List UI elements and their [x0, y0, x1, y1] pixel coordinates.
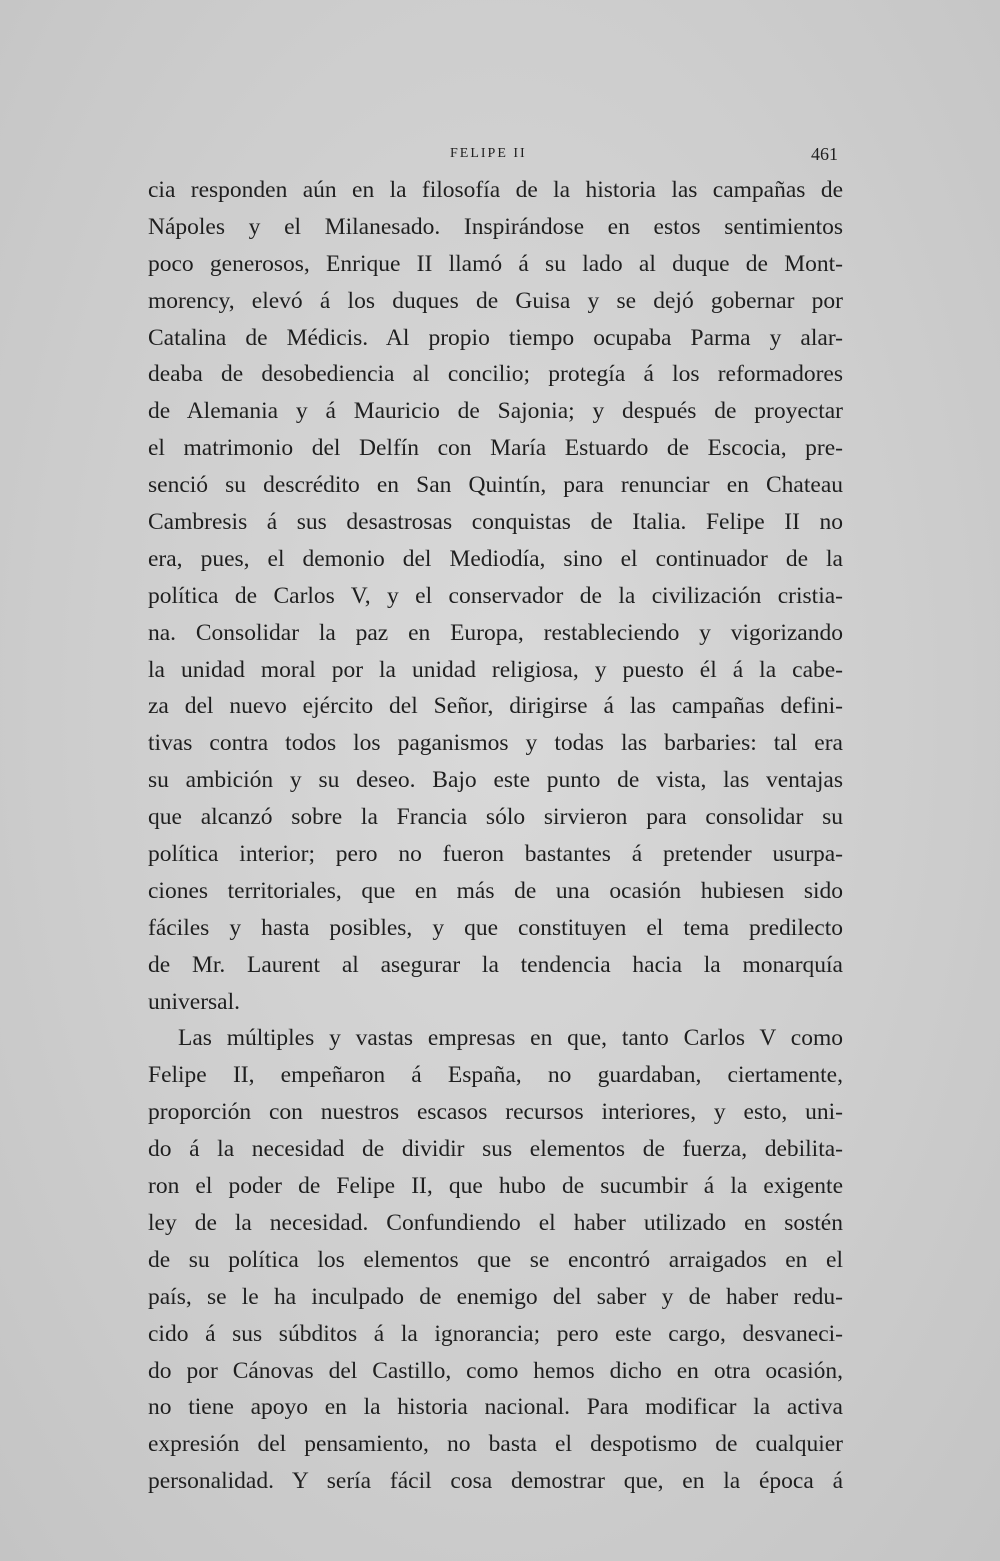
text-line: Catalina de Médicis. Al propio tiempo ocupaba Parma y alar-: [148, 324, 843, 351]
text-line: política de Carlos V, y el conservador de la civilización cristia-: [148, 582, 843, 609]
text-line: cia responden aún en la filosofía de la historia las campañas de: [148, 177, 843, 203]
text-line: de Alemania y á Mauricio de Sajonia; y después de proyectar: [148, 398, 843, 425]
text-line: Felipe II, empeñaron á España, no guardaban, ciertamente,: [148, 1062, 843, 1089]
text-line: za del nuevo ejército del Señor, dirigirse á las campañas defini-: [148, 693, 843, 720]
body-text: [148, 172, 843, 1500]
text-line: senció su descrédito en San Quintín, para renunciar en Chateau: [148, 472, 843, 499]
paragraph-first-line: Las múltiples y vastas empresas en que, tanto Carlos V como: [178, 1025, 843, 1052]
text-line: ley de la necesidad. Confundiendo el haber utilizado en sostén: [148, 1209, 843, 1236]
text-line: proporción con nuestros escasos recursos interiores, y esto, uni-: [148, 1099, 843, 1126]
text-line: no tiene apoyo en la historia nacional. Para modificar la activa: [148, 1394, 843, 1421]
text-line: na. Consolidar la paz en Europa, restableciendo y vigorizando: [148, 619, 843, 646]
text-line: poco generosos, Enrique II llamó á su lado al duque de Mont-: [148, 250, 843, 277]
running-head: [148, 144, 838, 168]
text-line: deaba de desobediencia al concilio; protegía á los reformadores: [148, 361, 843, 388]
text-line: era, pues, el demonio del Mediodía, sino el continuador de la: [148, 545, 843, 572]
text-line: Nápoles y el Milanesado. Inspirándose en estos sentimientos: [148, 213, 843, 240]
page-number: 461: [811, 144, 838, 164]
text-line: que alcanzó sobre la Francia sólo sirvieron para consolidar su: [148, 804, 843, 831]
text-line: do por Cánovas del Castillo, como hemos dicho en otra ocasión,: [148, 1357, 843, 1384]
text-line: la unidad moral por la unidad religiosa, y puesto él á la cabe-: [148, 656, 843, 683]
text-line: do á la necesidad de dividir sus elementos de fuerza, debilita-: [148, 1136, 843, 1163]
text-line: su ambición y su deseo. Bajo este punto de vista, las ventajas: [148, 767, 843, 794]
paragraph-last-line: universal.: [148, 988, 241, 1015]
running-title: FELIPE II: [450, 146, 527, 161]
text-line: personalidad. Y sería fácil cosa demostrar que, en la época á: [148, 1468, 843, 1495]
text-line: expresión del pensamiento, no basta el despotismo de cualquier: [148, 1431, 843, 1458]
text-line: de su política los elementos que se encontró arraigados en el: [148, 1246, 843, 1273]
text-line: país, se le ha inculpado de enemigo del saber y de haber redu-: [148, 1283, 843, 1310]
text-line: morency, elevó á los duques de Guisa y se dejó gobernar por: [148, 287, 843, 314]
text-line: ciones territoriales, que en más de una ocasión hubiesen sido: [148, 877, 843, 904]
text-line: Cambresis á sus desastrosas conquistas de Italia. Felipe II no: [148, 509, 843, 536]
text-line: cido á sus súbditos á la ignorancia; pero este cargo, desvaneci-: [148, 1320, 843, 1347]
text-line: política interior; pero no fueron bastantes á pretender usurpa-: [148, 841, 843, 868]
text-line: el matrimonio del Delfín con María Estuardo de Escocia, pre-: [148, 435, 843, 462]
text-line: tivas contra todos los paganismos y todas las barbaries: tal era: [148, 730, 843, 757]
text-line: ron el poder de Felipe II, que hubo de sucumbir á la exigente: [148, 1173, 843, 1200]
text-line: fáciles y hasta posibles, y que constituyen el tema predilecto: [148, 914, 843, 941]
text-line: de Mr. Laurent al asegurar la tendencia hacia la monarquía: [148, 951, 843, 978]
